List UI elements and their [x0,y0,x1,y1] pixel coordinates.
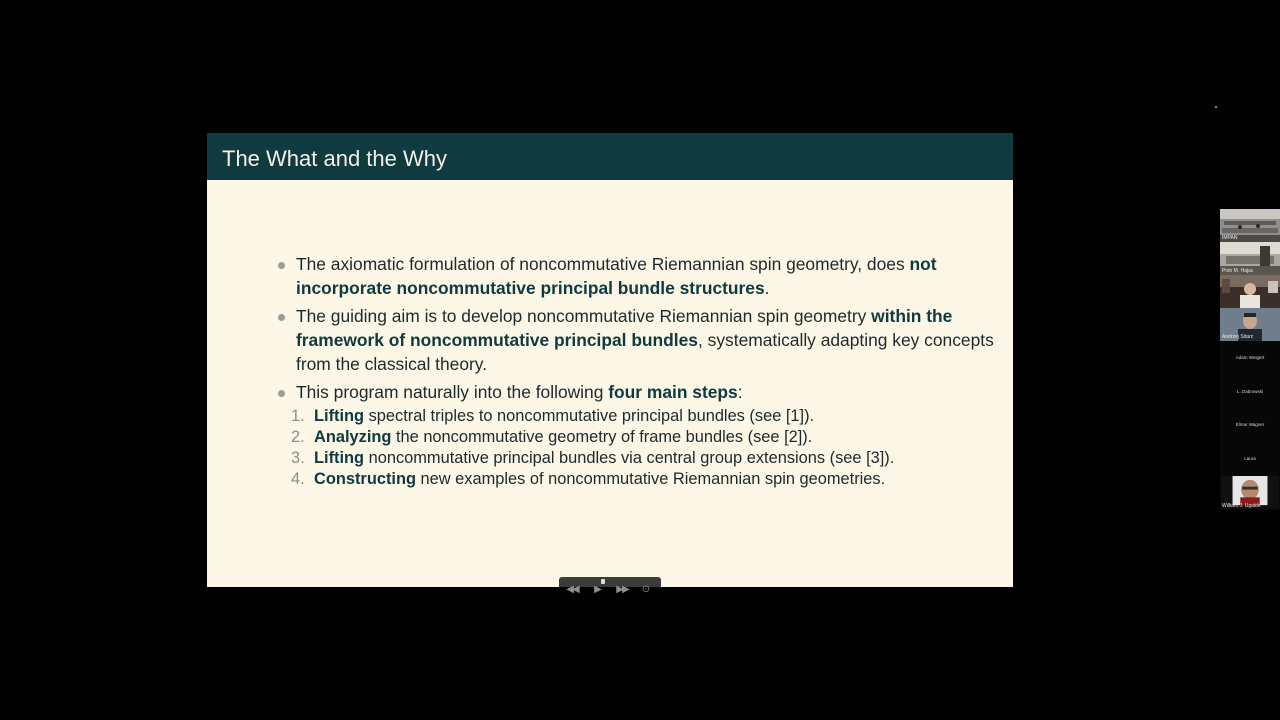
settings-icon[interactable]: ⊙ [641,584,651,595]
step-item-3 [291,448,995,469]
slide-header [207,133,1013,180]
participant-tile-ugalde[interactable] [1220,476,1280,510]
play-icon[interactable]: ▶ [594,584,602,595]
step-item-2 [291,427,995,448]
presentation-slide [207,133,1013,587]
step-text: the noncommutative geometry of frame bundles (see [2]). [391,428,813,446]
forward-icon[interactable]: ▶▶ [616,584,628,595]
bullet-emphasis: four main steps [608,382,738,402]
step-keyword: Lifting [314,449,365,467]
steps-list [275,406,995,490]
step-keyword: Lifting [314,407,365,425]
participant-tile-laura[interactable] [1220,443,1280,476]
step-keyword: Analyzing [314,428,392,446]
screen-artifact-dot [1215,106,1217,108]
bullet-emphasis: within the framework of noncommutative principal bundles [296,306,953,350]
participant-tile-weigert[interactable] [1220,342,1280,375]
participant-tile-sitarz[interactable] [1220,308,1280,341]
bullet-text: . [764,278,770,298]
step-item-4 [291,469,995,490]
participant-tile-camera[interactable] [1220,275,1280,308]
bullet-text: This program naturally into the following [296,382,609,402]
participant-tile-dabrowski[interactable] [1220,376,1280,409]
bullet-emphasis: not incorporate noncommutative principal bundle structures [296,254,937,298]
slide-content [275,252,995,490]
participant-name: Adam Weigert [1235,355,1265,360]
participant-name: Elmar Wagner [1235,422,1265,427]
rewind-icon[interactable]: ◀◀ [566,584,578,595]
participant-name: L. Dabrowski [1236,389,1263,394]
step-number: 2. [291,428,305,446]
participant-tile-wagner[interactable] [1220,409,1280,442]
participant-name: William J. Ugalde [1222,503,1261,509]
bullet-text: The axiomatic formulation of noncommutative Riemannian spin geometry, does [296,254,910,274]
step-text: new examples of noncommutative Riemannian spin geometries. [415,470,886,488]
presentation-controls [559,577,661,603]
participant-tile-impan[interactable] [1220,209,1280,242]
bullet-text: : [737,382,743,402]
bullet-item-3 [275,380,995,404]
participants-panel [1220,209,1280,510]
step-text: noncommutative principal bundles via central group extensions (see [3]). [364,449,895,467]
participant-name: Andrzej Sitarz [1222,334,1254,340]
participant-tile-hajac[interactable] [1220,242,1280,275]
bullet-text: The guiding aim is to develop noncommutative Riemannian spin geometry [296,306,872,326]
participant-name: IMPAN [1222,235,1238,241]
step-text: spectral triples to noncommutative principal bundles (see [1]). [364,407,815,425]
camera-feed [1220,275,1280,308]
bullet-text: , systematically adapting key concepts from the classical theory. [296,330,994,374]
step-item-1 [291,406,995,427]
step-number: 4. [291,470,305,488]
bullet-item-1 [275,252,995,300]
step-number: 1. [291,407,305,425]
step-number: 3. [291,449,305,467]
participant-name: Laura [1244,456,1256,461]
participant-name: Piotr M. Hajac [1222,268,1254,274]
slide-title: The What and the Why [222,146,447,171]
bullet-item-2 [275,304,995,376]
step-keyword: Constructing [314,470,416,488]
